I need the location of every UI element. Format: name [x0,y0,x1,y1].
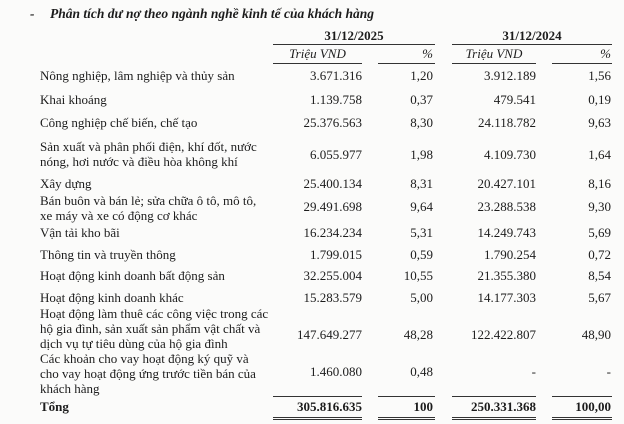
heading-title: Phân tích dư nợ theo ngành nghề kinh tế của khách hàng [50,6,375,21]
amount-2025: 15.283.579 [303,290,362,305]
divider [273,63,362,64]
pct-2024: 0,72 [588,247,611,262]
amount-2024: 21.355.380 [477,268,536,283]
pct-2025: 5,00 [410,290,433,305]
divider [452,396,536,397]
period-2024-header: 31/12/2024 [502,28,562,43]
pct-2025: 5,31 [410,225,433,240]
double-underline [452,417,536,420]
divider [273,396,362,397]
row-label: Công nghiệp chế biến, chế tạo [40,115,198,130]
amount-2025: 25.376.563 [303,115,362,130]
amount-2025: 3.671.316 [310,68,362,83]
amount-2024: 14.249.743 [477,225,536,240]
period-2025-header: 31/12/2025 [324,28,384,43]
amount-2025: 1.139.758 [310,92,362,107]
pct-2024: 5,67 [588,290,611,305]
pct-2024: 8,54 [588,268,611,283]
row-label: Sản xuất và phân phối điện, khí đốt, nước nóng, hơi nước và điều hòa không khí [40,139,257,169]
amount-2024: 14.177.303 [477,290,536,305]
divider [452,44,612,45]
amount-2025: 147.649.277 [297,327,362,342]
pct-2024: 0,19 [588,92,611,107]
pct-2024: 1,64 [588,147,611,162]
total-label: Tổng [40,399,69,414]
amount-2025: 6.055.977 [310,147,362,162]
divider [552,63,612,64]
unit-percent-2024: % [600,46,611,61]
amount-2024: 23.288.538 [477,199,536,214]
amount-2024: - [531,364,536,379]
amount-2024: 4.109.730 [484,147,536,162]
double-underline [378,417,435,420]
total-amount-2025: 305.816.635 [297,399,362,414]
divider [452,63,536,64]
divider [552,396,612,397]
row-label: Khai khoáng [40,92,107,107]
double-underline [552,417,612,420]
row-label: Nông nghiệp, lâm nghiệp và thủy sản [40,68,235,83]
amount-2024: 1.790.254 [484,247,536,262]
amount-2024: 24.118.782 [477,115,536,130]
unit-amount-2025: Triệu VND [289,46,346,61]
row-label: Bán buôn và bán lẻ; sửa chữa ô tô, mô tô, xe máy và xe có động cơ khác [40,193,257,223]
table-row [0,193,624,223]
amount-2024: 122.422.807 [471,327,536,342]
total-pct-2024: 100,00 [575,399,611,414]
pct-2025: 0,48 [410,364,433,379]
pct-2025: 1,20 [410,68,433,83]
unit-percent-2025: % [422,46,433,61]
pct-2024: - [606,364,611,379]
pct-2025: 1,98 [410,147,433,162]
double-underline [273,417,362,420]
amount-2025: 1.799.015 [310,247,362,262]
divider [378,63,435,64]
row-label: Xây dựng [40,176,92,191]
row-label: Hoạt động làm thuê các công việc trong các hộ gia đình, sản xuất sản phẩm vật chất và dịch vụ tự tiêu dùng của hộ gia đình [40,306,269,351]
amount-2024: 479.541 [493,92,536,107]
pct-2024: 9,30 [588,199,611,214]
row-label: Thông tin và truyền thông [40,247,176,262]
bullet-dash: - [30,6,35,21]
pct-2025: 8,31 [410,176,433,191]
amount-2024: 3.912.189 [484,68,536,83]
pct-2025: 48,28 [403,327,433,342]
pct-2025: 9,64 [410,199,433,214]
pct-2024: 9,63 [588,115,611,130]
amount-2025: 16.234.234 [303,225,362,240]
amount-2025: 1.460.080 [310,364,362,379]
total-pct-2025: 100 [413,399,433,414]
row-label: Hoạt động kinh doanh bất động sản [40,268,225,283]
amount-2025: 29.491.698 [303,199,362,214]
pct-2024: 48,90 [581,327,611,342]
total-amount-2024: 250.331.368 [471,399,536,414]
row-label: Hoạt động kinh doanh khác [40,290,184,305]
divider [273,44,435,45]
pct-2024: 8,16 [588,176,611,191]
pct-2025: 0,37 [410,92,433,107]
amount-2025: 32.255.004 [303,268,362,283]
section-heading [30,6,374,22]
row-label: Vận tải kho bãi [40,225,120,240]
amount-2024: 20.427.101 [477,176,536,191]
pct-2025: 8,30 [410,115,433,130]
pct-2025: 10,55 [403,268,433,283]
table-row [0,306,624,351]
row-label: Các khoản cho vay hoạt động ký quỹ và cho vay hoạt động ứng trước tiền bán của khách hàng [40,351,256,396]
pct-2024: 5,69 [588,225,611,240]
amount-2025: 25.400.134 [303,176,362,191]
table-row [0,351,624,396]
unit-amount-2024: Triệu VND [465,46,523,61]
pct-2024: 1,56 [588,68,611,83]
table-row [0,139,624,169]
pct-2025: 0,59 [410,247,433,262]
divider [378,396,435,397]
